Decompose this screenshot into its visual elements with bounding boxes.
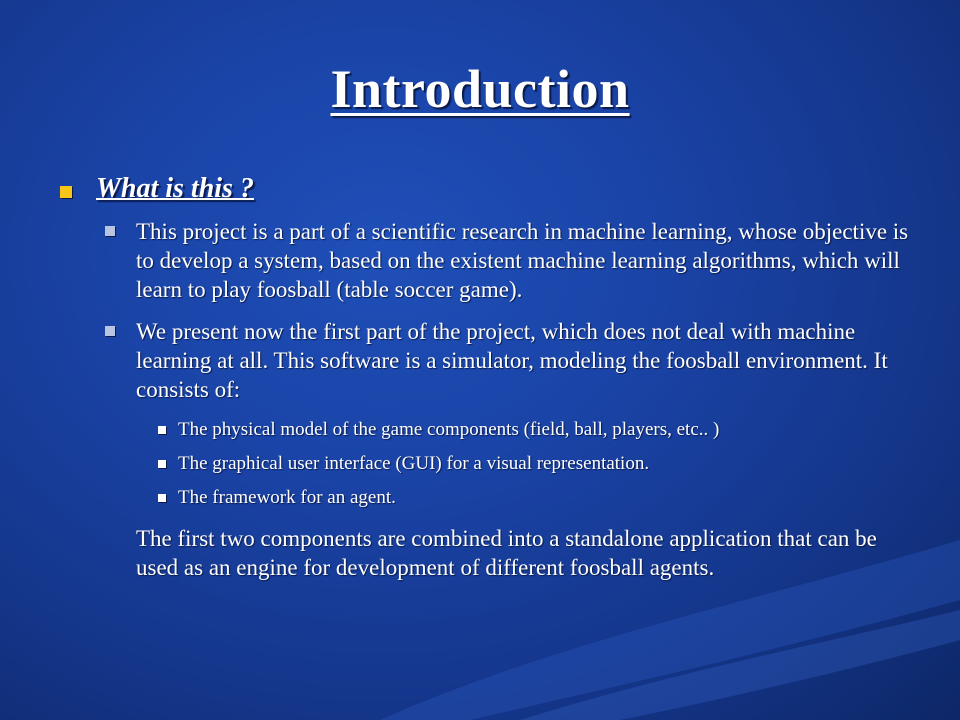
sub-list-item bbox=[158, 486, 918, 510]
sub-list-item bbox=[158, 452, 918, 476]
list-item-text: This project is a part of a scientific research in machine learning, whose objective is to develop a system, based on the existent machine learning algorithms, which will learn to play foosball (table soccer game). bbox=[136, 219, 909, 302]
section-heading-text: What is this ? bbox=[96, 173, 254, 204]
square-bullet-icon bbox=[105, 226, 115, 236]
slide-title: Introduction bbox=[330, 59, 630, 119]
list-item bbox=[105, 217, 918, 304]
sub-list-item bbox=[158, 418, 918, 442]
sub-list-item-text: The graphical user interface (GUI) for a visual representation. bbox=[178, 453, 650, 474]
list-item bbox=[105, 317, 918, 404]
list-item-text: We present now the first part of the project, which does not deal with machine learning at all. This software is a simulator, modeling the foosball environment. It consists of: bbox=[136, 319, 888, 402]
slide-content bbox=[58, 173, 918, 582]
square-bullet-icon bbox=[105, 326, 115, 336]
sub-list-item-text: The physical model of the game components (field, ball, players, etc.. ) bbox=[178, 419, 720, 440]
square-bullet-icon bbox=[60, 186, 72, 198]
square-bullet-icon bbox=[158, 494, 166, 502]
sub-list-item-text: The framework for an agent. bbox=[178, 487, 396, 508]
section-heading bbox=[58, 173, 918, 205]
closing-paragraph: The first two components are combined into a standalone application that can be used as an engine for development of different foosball agents. bbox=[136, 526, 877, 580]
square-bullet-icon bbox=[158, 460, 166, 468]
square-bullet-icon bbox=[158, 426, 166, 434]
